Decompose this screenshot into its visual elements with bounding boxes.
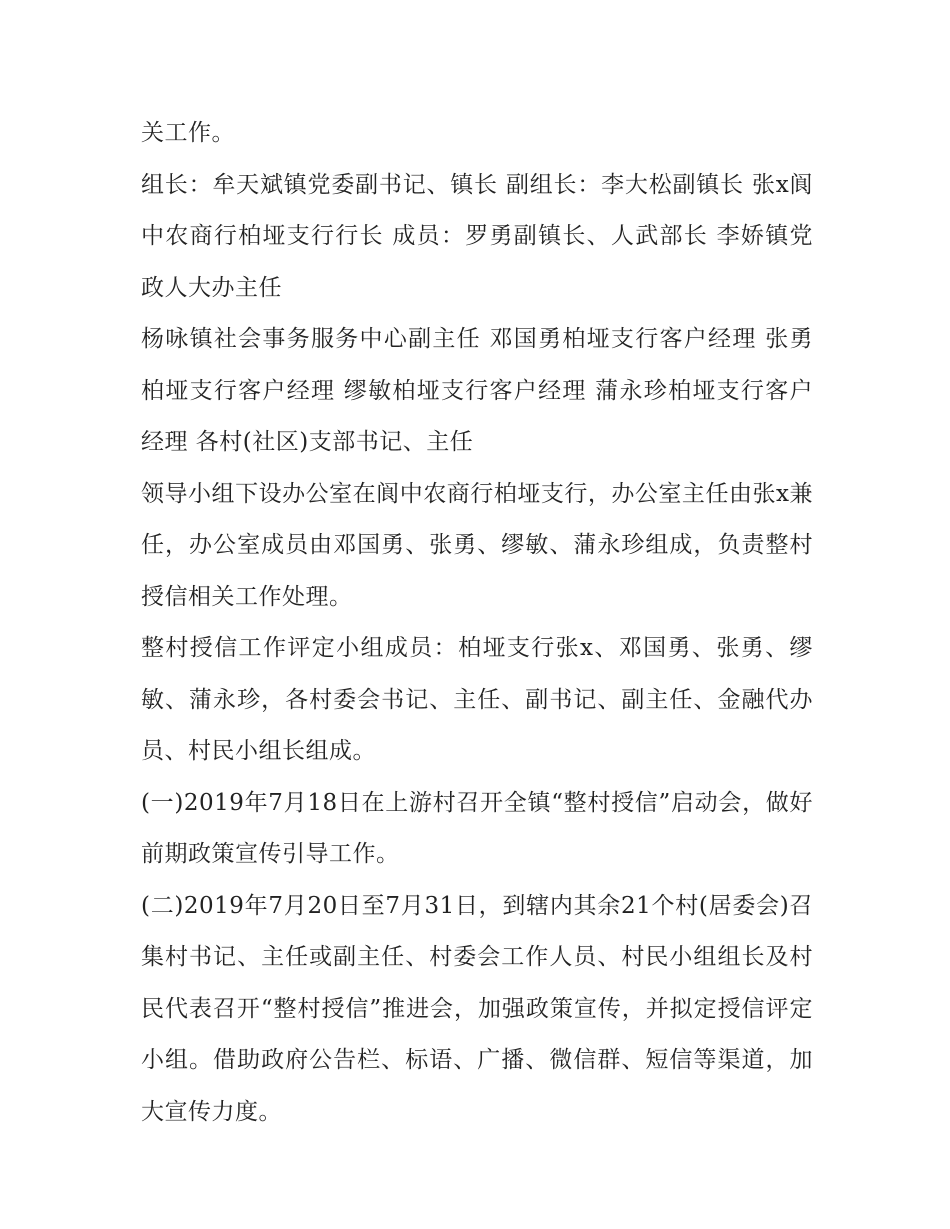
paragraph-members: 杨咏镇社会事务服务中心副主任 邓国勇柏垭支行客户经理 张勇柏垭支行客户经理 缪敏柏垭支行客户经理 蒲永珍柏垭支行客户经理 各村(社区)支部书记、主任 — [141, 326, 813, 455]
paragraph-office: 领导小组下设办公室在阆中农商行柏垭支行，办公室主任由张x兼任，办公室成员由邓国勇、张勇、缪敏、蒲永珍组成，负责整村授信相关工作处理。 — [141, 480, 813, 610]
paragraph-step-one: (一)2019年7月18日在上游村召开全镇“整村授信”启动会，做好前期政策宣传引导工作。 — [141, 789, 813, 867]
document-body — [141, 108, 813, 1138]
paragraph-leadership-group: 组长：牟天斌镇党委副书记、镇长 副组长：李大松副镇长 张x阆中农商行柏垭支行行长 成员：罗勇副镇长、人武部长 李娇镇党政人大办主任 — [141, 171, 813, 301]
paragraph-step-two: (二)2019年7月20日至7月31日，到辖内其余21个村(居委会)召集村书记、主任或副主任、村委会工作人员、村民小组组长及村民代表召开“整村授信”推进会，加强政策宣传，并拟定授信评定小组。借助政府公告栏、标语、广播、微信群、短信等渠道，加大宣传力度。 — [141, 892, 813, 1125]
paragraph-continuation: 关工作。 — [141, 120, 235, 146]
paragraph-evaluation-group: 整村授信工作评定小组成员：柏垭支行张x、邓国勇、张勇、缪敏、蒲永珍，各村委会书记、主任、副书记、副主任、金融代办员、村民小组长组成。 — [141, 635, 813, 764]
